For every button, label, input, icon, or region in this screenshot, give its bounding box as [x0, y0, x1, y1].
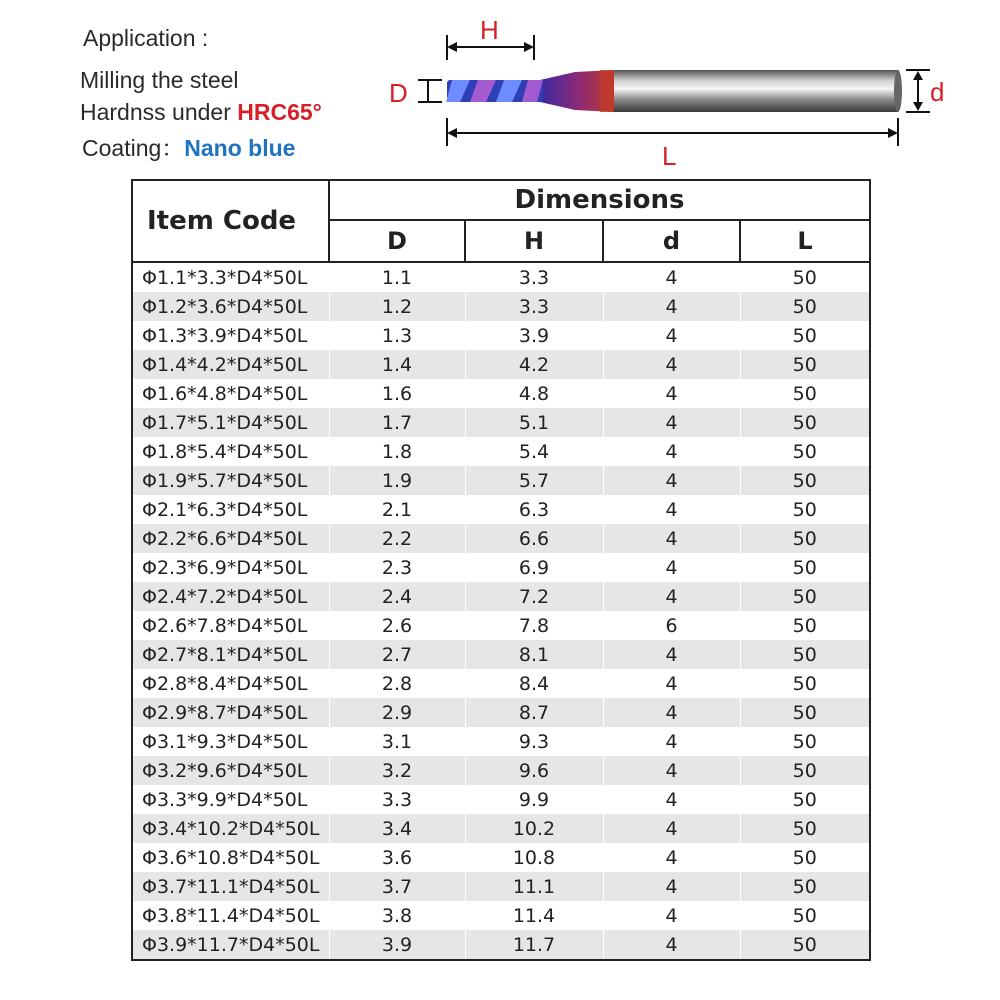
item-code-cell: Φ1.3*3.9*D4*50L — [132, 321, 329, 350]
table-row — [132, 727, 870, 756]
d-cell: 4 — [603, 379, 740, 408]
L-cell: 50 — [740, 756, 870, 785]
table-row — [132, 466, 870, 495]
end-mill-neck — [540, 70, 614, 112]
dimensions-header: Dimensions — [329, 180, 870, 220]
D-cell: 3.2 — [329, 756, 465, 785]
table-row — [132, 292, 870, 321]
L-cell: 50 — [740, 727, 870, 756]
end-mill-shank — [612, 70, 902, 112]
H-cell: 6.3 — [465, 495, 603, 524]
H-cell: 7.2 — [465, 582, 603, 611]
H-cell: 11.7 — [465, 930, 603, 960]
d-cell: 6 — [603, 611, 740, 640]
dimension-d-label: d — [930, 77, 945, 107]
table-row — [132, 553, 870, 582]
H-cell: 8.4 — [465, 669, 603, 698]
H-cell: 7.8 — [465, 611, 603, 640]
D-cell: 1.3 — [329, 321, 465, 350]
item-code-cell: Φ1.1*3.3*D4*50L — [132, 262, 329, 292]
item-code-cell: Φ3.6*10.8*D4*50L — [132, 843, 329, 872]
d-cell: 4 — [603, 582, 740, 611]
column-header-d: d — [603, 220, 740, 262]
d-cell: 4 — [603, 524, 740, 553]
item-code-cell: Φ1.9*5.7*D4*50L — [132, 466, 329, 495]
H-cell: 9.3 — [465, 727, 603, 756]
D-cell: 3.3 — [329, 785, 465, 814]
item-code-cell: Φ3.7*11.1*D4*50L — [132, 872, 329, 901]
dimension-H-label: H — [480, 15, 499, 45]
item-code-cell: Φ3.2*9.6*D4*50L — [132, 756, 329, 785]
table-row — [132, 611, 870, 640]
item-code-cell: Φ1.7*5.1*D4*50L — [132, 408, 329, 437]
D-cell: 2.2 — [329, 524, 465, 553]
H-cell: 9.9 — [465, 785, 603, 814]
d-cell: 4 — [603, 814, 740, 843]
H-cell: 8.1 — [465, 640, 603, 669]
item-code-cell: Φ2.6*7.8*D4*50L — [132, 611, 329, 640]
L-cell: 50 — [740, 611, 870, 640]
D-cell: 2.9 — [329, 698, 465, 727]
d-cell: 4 — [603, 292, 740, 321]
L-cell: 50 — [740, 437, 870, 466]
H-cell: 9.6 — [465, 756, 603, 785]
table-row — [132, 321, 870, 350]
L-cell: 50 — [740, 408, 870, 437]
item-code-cell: Φ1.8*5.4*D4*50L — [132, 437, 329, 466]
dimension-d-marker — [906, 70, 930, 112]
table-row — [132, 495, 870, 524]
item-code-cell: Φ1.2*3.6*D4*50L — [132, 292, 329, 321]
table-row — [132, 756, 870, 785]
D-cell: 3.7 — [329, 872, 465, 901]
table-row — [132, 843, 870, 872]
item-code-cell: Φ2.7*8.1*D4*50L — [132, 640, 329, 669]
L-cell: 50 — [740, 350, 870, 379]
table-row — [132, 669, 870, 698]
D-cell: 2.3 — [329, 553, 465, 582]
D-cell: 1.8 — [329, 437, 465, 466]
D-cell: 1.9 — [329, 466, 465, 495]
table-body — [132, 262, 870, 960]
table-row — [132, 814, 870, 843]
dimension-D-label: D — [389, 78, 408, 108]
H-cell: 10.8 — [465, 843, 603, 872]
H-cell: 3.3 — [465, 262, 603, 292]
item-code-cell: Φ2.9*8.7*D4*50L — [132, 698, 329, 727]
L-cell: 50 — [740, 292, 870, 321]
d-cell: 4 — [603, 262, 740, 292]
L-cell: 50 — [740, 466, 870, 495]
d-cell: 4 — [603, 466, 740, 495]
item-code-cell: Φ3.1*9.3*D4*50L — [132, 727, 329, 756]
item-code-cell: Φ2.3*6.9*D4*50L — [132, 553, 329, 582]
item-code-header: Item Code — [132, 180, 329, 262]
L-cell: 50 — [740, 669, 870, 698]
table-row — [132, 930, 870, 960]
d-cell: 4 — [603, 698, 740, 727]
D-cell: 2.6 — [329, 611, 465, 640]
table-row — [132, 901, 870, 930]
L-cell: 50 — [740, 785, 870, 814]
D-cell: 2.7 — [329, 640, 465, 669]
L-cell: 50 — [740, 814, 870, 843]
d-cell: 4 — [603, 321, 740, 350]
d-cell: 4 — [603, 350, 740, 379]
L-cell: 50 — [740, 640, 870, 669]
hardness-value: HRC65° — [237, 99, 322, 125]
H-cell: 10.2 — [465, 814, 603, 843]
item-code-cell: Φ3.3*9.9*D4*50L — [132, 785, 329, 814]
d-cell: 4 — [603, 553, 740, 582]
L-cell: 50 — [740, 930, 870, 960]
L-cell: 50 — [740, 379, 870, 408]
L-cell: 50 — [740, 262, 870, 292]
d-cell: 4 — [603, 785, 740, 814]
H-cell: 11.4 — [465, 901, 603, 930]
L-cell: 50 — [740, 553, 870, 582]
L-cell: 50 — [740, 495, 870, 524]
item-code-cell: Φ2.8*8.4*D4*50L — [132, 669, 329, 698]
table-row — [132, 262, 870, 292]
L-cell: 50 — [740, 582, 870, 611]
d-cell: 4 — [603, 640, 740, 669]
D-cell: 1.6 — [329, 379, 465, 408]
L-cell: 50 — [740, 843, 870, 872]
H-cell: 3.3 — [465, 292, 603, 321]
L-cell: 50 — [740, 872, 870, 901]
d-cell: 4 — [603, 437, 740, 466]
D-cell: 1.2 — [329, 292, 465, 321]
column-header-H: H — [465, 220, 603, 262]
H-cell: 5.1 — [465, 408, 603, 437]
column-header-D: D — [329, 220, 465, 262]
D-cell: 1.1 — [329, 262, 465, 292]
L-cell: 50 — [740, 321, 870, 350]
table-row — [132, 785, 870, 814]
d-cell: 4 — [603, 756, 740, 785]
H-cell: 8.7 — [465, 698, 603, 727]
dimensions-table — [131, 179, 871, 961]
dimension-D-marker — [418, 80, 442, 102]
D-cell: 2.4 — [329, 582, 465, 611]
table-row — [132, 872, 870, 901]
d-cell: 4 — [603, 669, 740, 698]
application-line-milling: Milling the steel — [80, 67, 239, 93]
table-row — [132, 524, 870, 553]
H-cell: 4.2 — [465, 350, 603, 379]
H-cell: 6.9 — [465, 553, 603, 582]
item-code-cell: Φ3.4*10.2*D4*50L — [132, 814, 329, 843]
D-cell: 1.4 — [329, 350, 465, 379]
item-code-cell: Φ1.6*4.8*D4*50L — [132, 379, 329, 408]
column-header-L: L — [740, 220, 870, 262]
table-row — [132, 379, 870, 408]
d-cell: 4 — [603, 843, 740, 872]
H-cell: 3.9 — [465, 321, 603, 350]
d-cell: 4 — [603, 901, 740, 930]
item-code-cell: Φ3.8*11.4*D4*50L — [132, 901, 329, 930]
table-row — [132, 408, 870, 437]
d-cell: 4 — [603, 495, 740, 524]
item-code-cell: Φ2.4*7.2*D4*50L — [132, 582, 329, 611]
D-cell: 3.9 — [329, 930, 465, 960]
H-cell: 6.6 — [465, 524, 603, 553]
D-cell: 3.1 — [329, 727, 465, 756]
d-cell: 4 — [603, 727, 740, 756]
d-cell: 4 — [603, 872, 740, 901]
H-cell: 5.4 — [465, 437, 603, 466]
end-mill-diagram — [0, 0, 1000, 180]
table-row — [132, 640, 870, 669]
D-cell: 2.8 — [329, 669, 465, 698]
H-cell: 4.8 — [465, 379, 603, 408]
d-cell: 4 — [603, 930, 740, 960]
item-code-cell: Φ2.1*6.3*D4*50L — [132, 495, 329, 524]
L-cell: 50 — [740, 524, 870, 553]
coating-value: Nano blue — [184, 135, 296, 161]
table-row — [132, 582, 870, 611]
end-mill-flutes — [446, 80, 543, 102]
dimension-L-label: L — [662, 141, 677, 171]
D-cell: 3.8 — [329, 901, 465, 930]
table-row — [132, 437, 870, 466]
L-cell: 50 — [740, 698, 870, 727]
D-cell: 3.6 — [329, 843, 465, 872]
coating-label: Coating： — [82, 135, 185, 161]
item-code-cell: Φ3.9*11.7*D4*50L — [132, 930, 329, 960]
item-code-cell: Φ2.2*6.6*D4*50L — [132, 524, 329, 553]
table-row — [132, 698, 870, 727]
H-cell: 5.7 — [465, 466, 603, 495]
H-cell: 11.1 — [465, 872, 603, 901]
application-title: Application : — [83, 25, 209, 51]
D-cell: 2.1 — [329, 495, 465, 524]
D-cell: 3.4 — [329, 814, 465, 843]
hardness-prefix: Hardnss under — [80, 99, 238, 125]
D-cell: 1.7 — [329, 408, 465, 437]
item-code-cell: Φ1.4*4.2*D4*50L — [132, 350, 329, 379]
table-row — [132, 350, 870, 379]
L-cell: 50 — [740, 901, 870, 930]
d-cell: 4 — [603, 408, 740, 437]
